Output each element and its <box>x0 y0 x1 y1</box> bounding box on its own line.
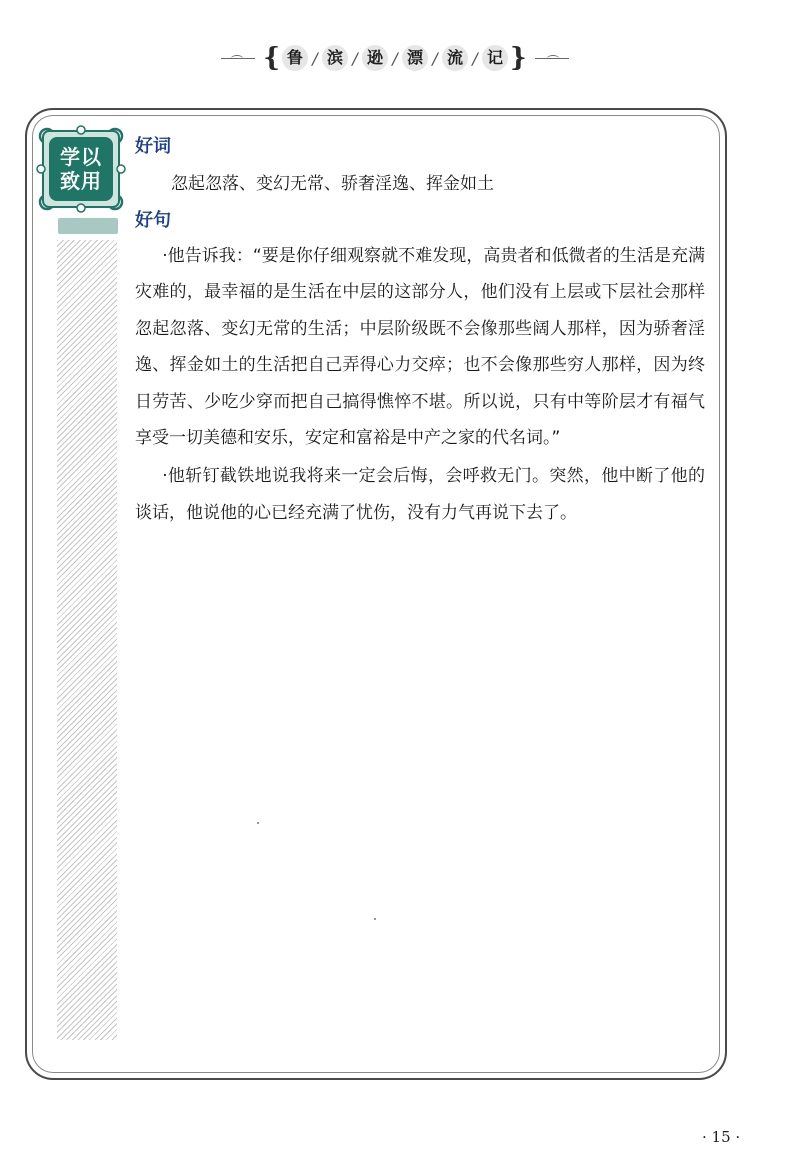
title-separator: / <box>432 48 438 68</box>
title-separator: / <box>392 48 398 68</box>
book-title-char: 流 <box>442 45 468 71</box>
scan-speck <box>257 822 259 824</box>
page-content <box>135 130 705 531</box>
title-separator: / <box>352 48 358 68</box>
book-title <box>282 45 508 71</box>
badge-label-line2: 致用 <box>60 169 102 193</box>
section-badge <box>35 124 127 214</box>
book-title-char: 记 <box>482 45 508 71</box>
book-title-char: 逊 <box>362 45 388 71</box>
good-words-list: 忽起忽落、变幻无常、骄奢淫逸、挥金如土 <box>171 174 494 194</box>
badge-pedestal <box>58 218 118 234</box>
header-ornament-left <box>221 58 255 59</box>
scan-speck <box>374 918 376 920</box>
sentence-paragraph: ·他告诉我：“要是你仔细观察就不难发现，高贵者和低微者的生活是充满灾难的，最幸福的是生活在中层的这部分人，他们没有上层或下层社会那样忽起忽落、变幻无常的生活；中层阶级既不会像那些阔人那样，因为骄奢淫逸、挥金如土的生活把自己弄得心力交瘁；也不会像那些穷人那样，因为终日劳苦、少吃少穿而把自己搞得憔悴不堪。所以说，只有中等阶层才有福气享受一切美德和安乐，安定和富裕是中产之家的代名词。” <box>135 246 705 449</box>
book-title-char: 鲁 <box>282 45 308 71</box>
title-separator: / <box>472 48 478 68</box>
running-header <box>0 38 790 78</box>
good-words-heading: 好词 <box>135 136 171 157</box>
side-hatch-decoration <box>57 240 117 1040</box>
badge-label-box <box>49 137 113 201</box>
book-title-char: 滨 <box>322 45 348 71</box>
title-separator: / <box>312 48 318 68</box>
book-title-char: 漂 <box>402 45 428 71</box>
header-ornament-right <box>535 58 569 59</box>
good-sentences-heading: 好句 <box>135 210 171 231</box>
badge-label-line1: 学以 <box>60 145 102 169</box>
sentence-paragraph: ·他斩钉截铁地说我将来一定会后悔，会呼救无门。突然，他中断了他的谈话，他说他的心已经充满了忧伤，没有力气再说下去了。 <box>135 466 705 523</box>
header-bracket-right: } <box>510 43 527 73</box>
page-number: · 15 · <box>702 1128 741 1146</box>
header-bracket-left: { <box>263 43 280 73</box>
